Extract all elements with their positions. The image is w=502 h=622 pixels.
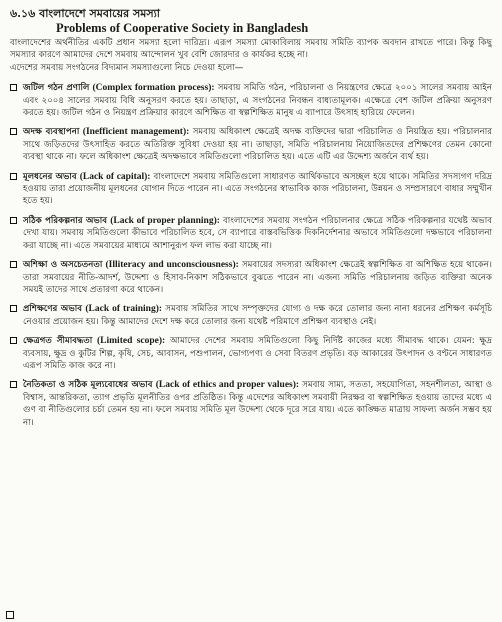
list-item — [10, 379, 492, 429]
item-text: সমবায় অধিকাংশ ক্ষেত্রেই অদক্ষ ব্যক্তিদের দ্বারা পরিচালিত ও নিয়ন্ত্রিত হয়। পরিচালনার সাথে জড়িতদের উৎসাহিত করতে অতিরিক্ত সুবিধা দেওয়া হয় না। তাছাড়া, সমিতি পরিচালনায় নিয়োজিতদের প্রশিক্ষণের তেমন কোনো ব্যবস্থা থাকে না। ফলে অধিকাংশ ক্ষেত্রেই অদক্ষভাবে সমিতিগুলো পরিচালিত হয়। এতে এটি এর উদ্দেশ্য অর্জনে ব্যর্থ হয়। — [23, 127, 493, 163]
item-text: সমবায়ের সদস্যরা অধিকাংশ ক্ষেত্রেই স্বল্পশিক্ষিত বা অশিক্ষিত হয়ে থাকেন। তারা সমবায়ের নীতি-আদর্শ, উদ্দেশ্য ও হিসাব-নিকাশ সঠিকভাবে বুঝতে পারেন না। এজন্য সমিতি পরিচালনায় জড়িত ব্যক্তিরা অনেক সময়ই তাদের সাথে প্রতারণা করে থাকেন। — [23, 260, 493, 295]
list-item — [10, 259, 492, 296]
list-item — [10, 82, 492, 119]
item-term-english: (Lack of proper planning): — [110, 215, 220, 226]
checkbox-bullet-icon — [10, 305, 17, 312]
item-term: অদক্ষ ব্যবস্থাপনা — [23, 127, 80, 138]
item-term-english: (Complex formation process): — [92, 83, 215, 94]
list-item — [10, 126, 492, 163]
checkbox-bullet-icon — [10, 261, 17, 268]
item-text: সমবায় সাম্য, সততা, সহযোগিতা, সহনশীলতা, আস্থা ও বিশ্বাস, আন্তরিকতা, ত্যাগ প্রভৃতি মূলনীতির ওপর প্রতিষ্ঠিত। কিন্তু এদেশের অধিকাংশ সমবায়ী নিরক্ষর বা স্বল্পশিক্ষিত হওয়ায় তাদের মধ্যে এ গুণ বা নীতিগুলোর চর্চা তেমন হয় না। ফলে সমবায় সমিতি মূল উদ্দেশ্য থেকে দূরে সরে যায়। এতে কাঙ্ক্ষিত মাত্রায় সাফল্য অর্জন সম্ভব হয় না। — [23, 380, 493, 428]
item-term: প্রশিক্ষণের অভাব — [23, 304, 83, 315]
item-term-english: (Inefficient management): — [82, 127, 190, 138]
intro-paragraph: বাংলাদেশের অর্থনীতির একটি প্রধান সমস্যা হলো দারিদ্র্য। এরূপ সমস্যা মোকাবিলায় সমবায় সমিতি ব্যাপক অবদান রাখতে পারে। কিন্তু কিছু সমস্যার কারণে আমাদের দেশে সমবায় আন্দোলন খুব বেশি জোরদার ও কার্যকর হচ্ছে না। — [10, 38, 492, 61]
list-item — [10, 335, 492, 372]
list-item — [10, 171, 492, 208]
item-text: সমবায় সমিতির সাথে সম্পৃক্তদের যোগ্য ও দক্ষ করে তোলার জন্য নানা ধরনের প্রশিক্ষণ কর্মসূচি নেওয়ার প্রয়োজন হয়। কিন্তু আমাদের দেশে দক্ষ করে তোলার জন্য যথেষ্ট পরিমাণে প্রশিক্ষণ ব্যবস্থাও নেই। — [23, 304, 493, 327]
item-term-english: (Limited scope): — [97, 336, 166, 347]
item-text: বাংলাদেশের সমবায় সংগঠন পরিচালনার ক্ষেত্রে সঠিক পরিকল্পনার যথেষ্ট অভাব দেখা যায়। সমবায় সমিতিগুলো কীভাবে পরিচালিত হবে, সে ব্যাপারে বাস্তবভিত্তিক দিকনির্দেশনার অভাবে সমিতিগুলো দক্ষভাবে পরিচালনা করা যাচ্ছে না। এতে সমবায়ের মাধ্যমে আশানুরূপ ফল লাভ করা যাচ্ছে না। — [23, 215, 492, 251]
item-term-english: (Lack of training): — [85, 304, 163, 315]
item-text: বাংলাদেশে সমবায় সমিতিগুলো সাধারণত আর্থিকভাবে অসচ্ছল হয়ে থাকে। সমিতির সদস্যগণ দরিদ্র হওয়ায় তারা প্রয়োজনীয় মূলধনের যোগান দিতে পারেন না। এতে সংগঠনের স্বাভাবিক কাজ পরিচালনা, উন্নয়ন ও সম্প্রসারণে বাধার সম্মুখীন হতে হয়। — [23, 171, 493, 207]
item-text: সমবায় সমিতি গঠন, পরিচালনা ও নিয়ন্ত্রণের ক্ষেত্রে ২০০১ সালের সমবায় আইন এবং ২০০৪ সালের সমবায় বিধি অনুসরণ করতে হয়। তাছাড়া, এ সংগঠনের নিবন্ধন বাধ্যতামূলক। এক্ষেত্রে বেশ জটিল প্রক্রিয়া অনুসরণ করতে হয়। জটিল গঠন ও নিয়ন্ত্রণ প্রক্রিয়ার কারণে অশিক্ষিত বা স্বল্পশিক্ষিত মানুষ এ ব্যাপারে উৎসাহ হারিয়ে ফেলেন। — [23, 83, 493, 119]
item-term-english: (Lack of capital): — [79, 171, 151, 182]
section-subheading: Problems of Cooperative Society in Bangladesh — [56, 21, 309, 35]
checkbox-bullet-icon — [10, 84, 17, 91]
item-term-english: (Lack of ethics and proper values): — [155, 380, 300, 391]
item-term: নৈতিকতা ও সঠিক মূল্যবোধের অভাব — [23, 380, 153, 391]
section-heading: ৬.১৬ বাংলাদেশে সমবায়ের সমস্যা — [10, 7, 160, 20]
intro-lead-in: এদেশের সমবায় সংগঠনের বিদ্যমান সমস্যাগুলো নিচে দেওয়া হলো— — [10, 62, 244, 73]
checkbox-bullet-icon — [10, 381, 17, 388]
checkbox-bullet-icon — [10, 128, 17, 135]
item-term: সঠিক পরিকল্পনার অভাব — [23, 215, 108, 226]
checkbox-bullet-icon — [10, 337, 17, 344]
list-item — [10, 303, 492, 328]
checkbox-bullet-icon — [10, 173, 17, 180]
page-footer-marker — [6, 611, 18, 621]
item-term: ক্ষেত্রগত সীমাবদ্ধতা — [23, 336, 93, 347]
item-term: মূলধনের অভাব — [23, 171, 77, 182]
item-text: আমাদের দেশের সমবায় সমিতিগুলো কিছু নির্দিষ্ট কাজের মধ্যে সীমাবদ্ধ থাকে। যেমন: ক্ষুদ্র ব্যবসায়, ক্ষুদ্র ও কুটির শিল্প, কৃষি, সেচ, আবাসন, পশুপালন, ভোগ্যপণ্য ও সেবা বিতরণ প্রভৃতি। বড় আকারের উৎপাদন ও বণ্টনে সাধারণত এরূপ সমিতি কাজ করে না। — [23, 336, 493, 371]
list-item — [10, 215, 492, 252]
checkbox-bullet-icon — [10, 217, 17, 224]
problem-list — [10, 82, 492, 429]
footer-bullet-icon — [6, 611, 14, 619]
item-term: অশিক্ষা ও অসচেতনতা — [23, 260, 103, 271]
item-term: জটিল গঠন প্রণালি — [23, 83, 90, 94]
item-term-english: (Illiteracy and unconsciousness): — [105, 260, 239, 271]
